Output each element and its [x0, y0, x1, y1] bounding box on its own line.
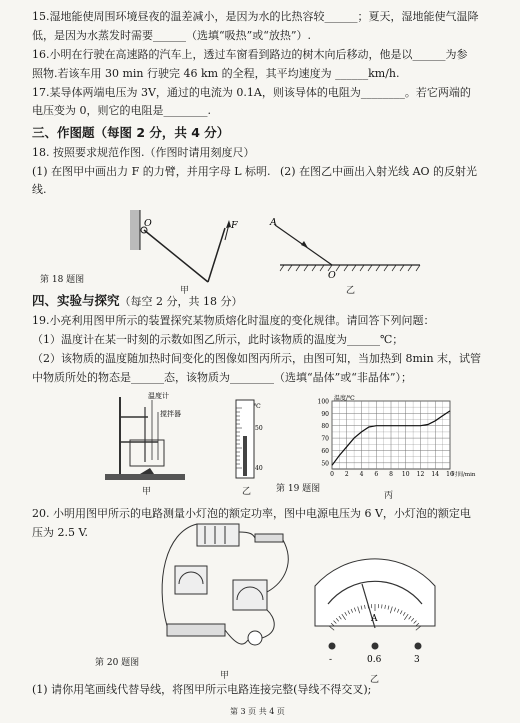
- burner: [140, 468, 154, 474]
- label-O2: O: [328, 270, 336, 281]
- meter-A: A: [371, 614, 378, 624]
- section-4-score: （每空 2 分，共 18 分）: [119, 295, 243, 308]
- q16-line1: 16.小明在行驶在高速路的汽车上，透过车窗看到路边的树木向后移动，他是以______为参: [32, 48, 468, 61]
- chart-y-label: 温度/℃: [334, 395, 355, 402]
- fig18-caption: 第 18 题图: [40, 275, 85, 285]
- label-A: A: [270, 217, 277, 228]
- thermo-40: 40: [255, 465, 263, 472]
- q19-part2: （2）该物质的温度随加热时间变化的图像如图丙所示，由图可知，当加热到 8min 末，试管: [32, 352, 482, 365]
- q16-line2: 照物.若该车用 30 min 行驶完 46 km 的全程，其平均速度为 ______km/h.: [32, 67, 400, 80]
- fig19-caption: 第 19 题图: [276, 484, 321, 494]
- section-4-title: 四、实验与探究: [32, 293, 120, 308]
- fig19-apparatus: [100, 392, 190, 482]
- fig18-yi: 乙: [346, 286, 356, 296]
- chart-y-tick: 50: [321, 460, 329, 468]
- chart-y-tick: 60: [321, 447, 329, 455]
- fig20-caption: 第 20 题图: [95, 658, 140, 668]
- fig20-jia: 甲: [220, 671, 230, 681]
- fig19-temperature-chart: [310, 395, 476, 485]
- q20-text: 20. 小明用图甲所示的电路测量小灯泡的额定功率，图中电源电压为 6 V，小灯泡的额定电: [32, 507, 471, 520]
- battery: [197, 524, 239, 546]
- rheostat: [167, 624, 225, 636]
- chart-x-label: 时间/min: [452, 472, 476, 478]
- q15-line2: 低，是因为水蒸发时需要______（选填“吸热”或“放热”）.: [32, 29, 311, 42]
- q20-text-cont: 压为 2.5 V.: [32, 526, 89, 539]
- terminal-06: [372, 643, 379, 650]
- term-neg-label: -: [329, 655, 333, 665]
- term-3-label: 3: [414, 655, 420, 665]
- section-4-heading: [32, 294, 243, 308]
- chart-x-tick: 4: [359, 471, 364, 478]
- chart-x-tick: 2: [344, 471, 349, 478]
- chart-x-tick: 6: [374, 471, 379, 478]
- chart-y-tick: 90: [321, 410, 329, 418]
- terminal-3: [415, 643, 422, 650]
- label-O1: O: [144, 218, 152, 229]
- chart-x-tick: 12: [416, 471, 425, 478]
- chart-x-tick: 14: [431, 471, 440, 478]
- fig18-jia: 甲: [180, 286, 190, 296]
- q18-part2-cont: 线.: [32, 183, 47, 196]
- bulb: [248, 631, 262, 645]
- q19-part2-cont: 中物质所处的物态是______态，该物质为________（选填“晶体”或“非晶体”）；: [32, 371, 412, 384]
- chart-y-tick: 100: [317, 398, 329, 406]
- chart-x-tick: 16: [446, 471, 454, 478]
- chart-y-tick: 80: [321, 423, 329, 431]
- section-3-heading: 三、作图题（每图 2 分，共 4 分）: [32, 125, 230, 140]
- fig20-circuit: [155, 522, 295, 672]
- q15-line1: 15.湿地能使周围环境昼夜的温差减小，是因为水的比热容较______；夏天，湿地能使气温降: [32, 10, 479, 23]
- switch: [255, 534, 283, 542]
- stand-base: [105, 474, 185, 480]
- q18-part1: (1) 在图甲中画出力 F 的力臂，并用字母 L 标明.: [32, 165, 271, 178]
- q18-text: 18. 按照要求规范作图.（作图时请用刻度尺）: [32, 146, 255, 159]
- label-F: F: [231, 220, 238, 231]
- q17-line2: 电压变为 0，则它的电阻是________.: [32, 104, 211, 117]
- thermometer-column: [243, 436, 247, 476]
- fig19-thermometer: [228, 398, 264, 480]
- fig20-ammeter-dial: [310, 566, 440, 665]
- q19-part1: （1）温度计在某一时刻的示数如图乙所示，此时该物质的温度为______℃；: [32, 333, 404, 346]
- term-06-label: 0.6: [367, 655, 382, 665]
- thermo-50: 50: [255, 425, 263, 432]
- terminal-neg: [329, 643, 336, 650]
- beaker: [130, 440, 164, 466]
- stirrer-label: 搅拌器: [160, 410, 181, 418]
- chart-y-tick: 70: [321, 435, 329, 443]
- fig20-yi: 乙: [370, 675, 380, 685]
- page-footer: 第 3 页 共 4 页: [230, 707, 285, 716]
- q18-part2: (2) 在图乙中画出入射光线 AO 的反射光: [280, 165, 478, 178]
- fig18-mirror-diagram: [270, 215, 420, 290]
- chart-x-tick: 10: [401, 471, 410, 478]
- fig19-jia: 甲: [142, 487, 152, 497]
- q19-text: 19.小亮利用图甲所示的装置探究某物质熔化时温度的变化规律。请回答下列问题：: [32, 314, 435, 327]
- fig19-bing: 丙: [384, 491, 394, 501]
- q20-part1: (1) 请你用笔画线代替导线，将图甲所示电路连接完整(导线不得交叉);: [32, 683, 372, 696]
- lever-arm: [144, 230, 208, 282]
- fig19-yi: 乙: [242, 487, 252, 497]
- q17-line1: 17.某导体两端电压为 3V，通过的电流为 0.1A，则该导体的电阻为________。若它两端的: [32, 86, 471, 99]
- thermo-unit: ℃: [254, 403, 261, 410]
- wall: [130, 210, 140, 250]
- chart-x-tick: 8: [389, 471, 393, 478]
- thermometer-label: 温度计: [148, 392, 169, 400]
- fig18-lever-diagram: [130, 210, 250, 295]
- chart-x-tick: 0: [330, 471, 334, 478]
